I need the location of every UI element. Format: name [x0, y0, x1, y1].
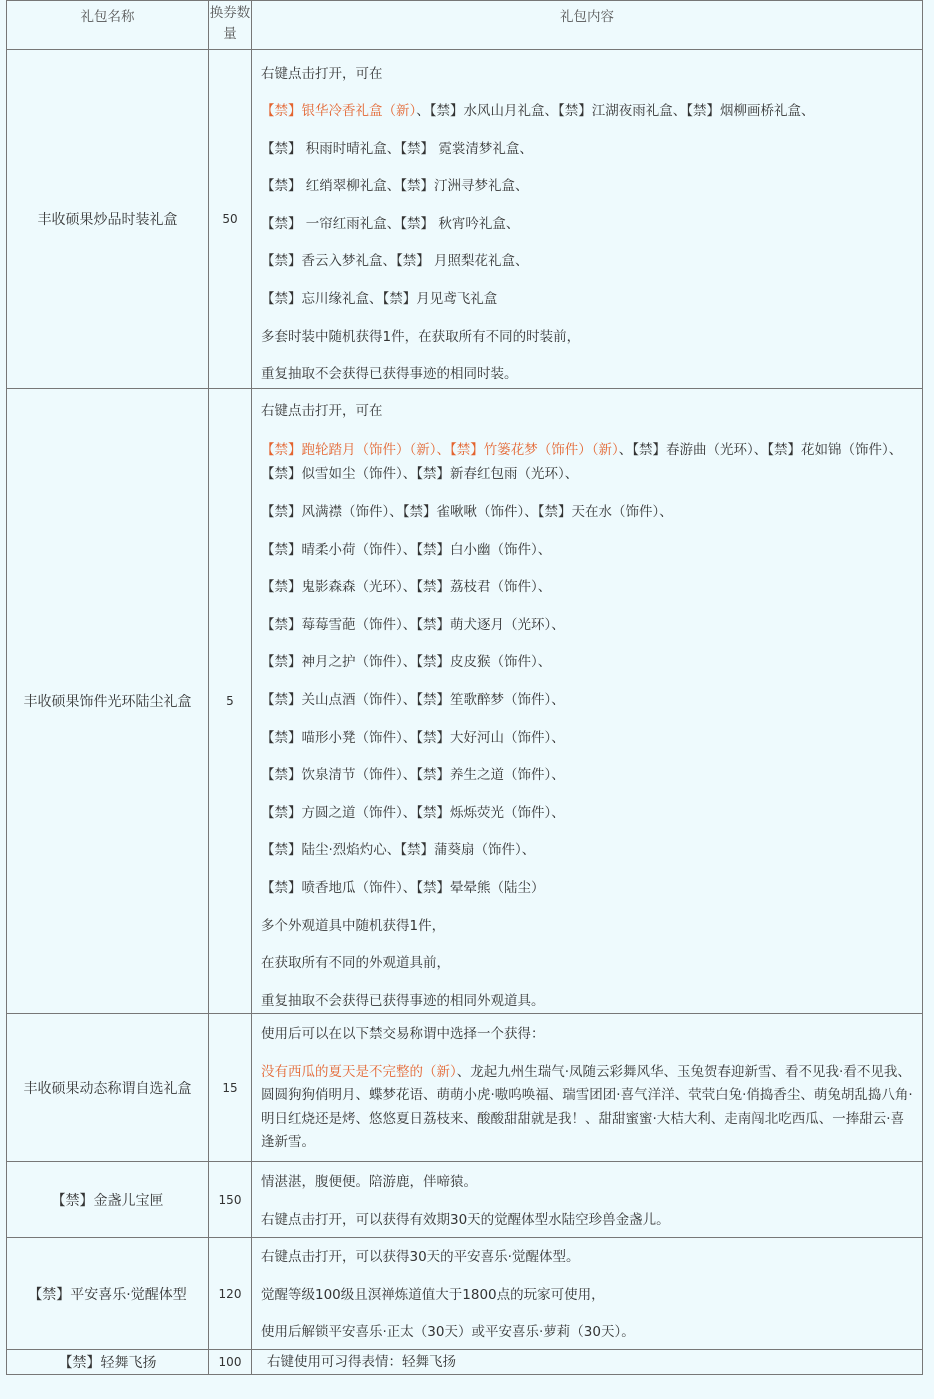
content-line: 【禁】跑轮踏月（饰件）（新）、【禁】竹篓花梦（饰件）（新）、【禁】春游曲（光环）、【禁】花如锦（饰件）、【禁】似雪如尘（饰件）、【禁】新春红包雨（光环）、 — [261, 441, 903, 482]
gift-name: 【禁】金盏儿宝匣 — [7, 1162, 209, 1238]
content-line: 【禁】 红绡翠柳礼盒、【禁】汀洲寻梦礼盒、 — [261, 178, 529, 195]
content-line: 【禁】晴柔小荷（饰件）、【禁】白小幽（饰件）、 — [261, 541, 552, 558]
content-line: 【禁】陆尘·烈焰灼心、【禁】蒲葵扇（饰件）、 — [261, 842, 536, 859]
gift-content — [252, 1350, 923, 1375]
gift-count: 120 — [209, 1238, 252, 1350]
new-item-highlight: 没有西瓜的夏天是不完整的（新） — [261, 1063, 457, 1080]
gift-name: 丰收硕果动态称谓自选礼盒 — [7, 1014, 209, 1162]
content-line: 没有西瓜的夏天是不完整的（新）、龙起九州生瑞气·凤随云彩舞风华、玉兔贺春迎新雪、看不见我·看不见我、圆圆狗狗俏明月、蝶梦花语、萌萌小虎·嗷呜唤福、瑞雪团团·喜气洋洋、茕茕白兔·俏捣香尘、萌兔胡乱捣八角·明日红烧还是烤、悠悠夏日荔枝来、酸酸甜甜就是我！、甜甜蜜蜜·大桔大利、走南闯北吃西瓜、一捧甜云·喜逢新雪。 — [261, 1063, 913, 1151]
header-name: 礼包名称 — [7, 1, 209, 50]
gift-content — [252, 50, 923, 389]
content-line: 【禁】香云入梦礼盒、【禁】 月照梨花礼盒、 — [261, 253, 529, 270]
content-line: 【禁】喵形小凳（饰件）、【禁】大好河山（饰件）、 — [261, 729, 565, 746]
header-content: 礼包内容 — [252, 1, 923, 50]
content-line: 重复抽取不会获得已获得事迹的相同时装。 — [261, 366, 518, 383]
table-row — [7, 1014, 923, 1162]
content-line: 使用后可以在以下禁交易称谓中选择一个获得： — [261, 1026, 545, 1043]
gift-name: 丰收硕果炒品时装礼盒 — [7, 50, 209, 389]
header-count — [209, 1, 252, 50]
table-row — [7, 1238, 923, 1350]
gift-table — [6, 0, 923, 1375]
new-item-highlight: 【禁】银华冷香礼盒（新） — [261, 103, 417, 120]
content-line: 【禁】 一帘红雨礼盒、【禁】 秋宵吟礼盒、 — [261, 215, 520, 232]
gift-content — [252, 1162, 923, 1238]
content-line: 右键点击打开，可在 — [261, 403, 383, 420]
content-line: 右键点击打开，可以获得有效期30天的觉醒体型水陆空珍兽金盏儿。 — [261, 1211, 670, 1228]
gift-count: 5 — [209, 389, 252, 1014]
gift-name: 丰收硕果饰件光环陆尘礼盒 — [7, 389, 209, 1014]
gift-content — [252, 1238, 923, 1350]
table-row — [7, 50, 923, 389]
content-line: 多套时装中随机获得1件，在获取所有不同的时装前， — [261, 328, 581, 345]
content-line: 【禁】方圆之道（饰件）、【禁】烁烁荧光（饰件）、 — [261, 804, 565, 821]
gift-content — [252, 389, 923, 1014]
content-line: 右键使用可习得表情：轻舞飞扬 — [267, 1354, 456, 1370]
content-line: 在获取所有不同的外观道具前， — [261, 955, 450, 972]
content-line: 重复抽取不会获得已获得事迹的相同外观道具。 — [261, 992, 545, 1009]
content-line: 【禁】银华冷香礼盒（新）、【禁】水风山月礼盒、【禁】江湖夜雨礼盒、【禁】烟柳画桥礼盒、 — [261, 103, 815, 120]
content-line: 右键点击打开，可在 — [261, 65, 383, 82]
content-line: 觉醒等级100级且溟禅炼道值大于1800点的玩家可使用， — [261, 1286, 605, 1303]
gift-count: 100 — [209, 1350, 252, 1375]
table-row — [7, 1350, 923, 1375]
content-line: 【禁】 积雨时晴礼盒、【禁】 霓裳清梦礼盒、 — [261, 140, 533, 157]
table-row — [7, 389, 923, 1014]
content-line: 多个外观道具中随机获得1件， — [261, 917, 446, 934]
content-line: 【禁】饮泉清节（饰件）、【禁】养生之道（饰件）、 — [261, 767, 565, 784]
gift-count: 150 — [209, 1162, 252, 1238]
gift-name: 【禁】轻舞飞扬 — [7, 1350, 209, 1375]
gift-count: 50 — [209, 50, 252, 389]
content-line: 【禁】莓莓雪葩（饰件）、【禁】萌犬逐月（光环）、 — [261, 616, 565, 633]
content-line: 情湛湛，腹便便。陪游鹿，伴啼猿。 — [261, 1174, 477, 1191]
content-line: 【禁】鬼影森森（光环）、【禁】荔枝君（饰件）、 — [261, 579, 552, 596]
new-item-highlight: 【禁】跑轮踏月（饰件）（新）、【禁】竹篓花梦（饰件）（新） — [261, 441, 619, 458]
table-row — [7, 1162, 923, 1238]
content-line: 【禁】风满襟（饰件）、【禁】雀啾啾（饰件）、【禁】天在水（饰件）、 — [261, 504, 673, 521]
header-row — [7, 1, 923, 50]
gift-content — [252, 1014, 923, 1162]
content-line: 【禁】喷香地瓜（饰件）、【禁】晕晕熊（陆尘） — [261, 879, 545, 896]
content-line: 【禁】忘川缘礼盒、【禁】月见鸢飞礼盒 — [261, 291, 498, 308]
content-line: 使用后解锁平安喜乐·正太（30天）或平安喜乐·萝莉（30天）。 — [261, 1324, 635, 1341]
content-line: 【禁】关山点酒（饰件）、【禁】笙歌醉梦（饰件）、 — [261, 692, 565, 708]
content-line: 【禁】神月之护（饰件）、【禁】皮皮猴（饰件）、 — [261, 654, 552, 671]
content-line: 右键点击打开，可以获得30天的平安喜乐·觉醒体型。 — [261, 1249, 580, 1266]
gift-count: 15 — [209, 1014, 252, 1162]
gift-name: 【禁】平安喜乐·觉醒体型 — [7, 1238, 209, 1350]
header-count-text: 换券数量 — [209, 5, 251, 42]
